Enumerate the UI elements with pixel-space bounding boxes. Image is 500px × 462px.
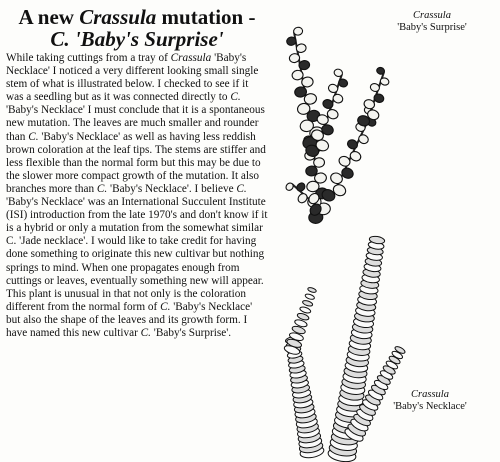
article-title bbox=[6, 6, 268, 50]
caption-top-cultivar: 'Baby's Surprise' bbox=[397, 22, 467, 33]
leaf bbox=[285, 182, 295, 192]
leaf bbox=[293, 27, 303, 36]
body-text-segment: 'Baby's Surprise'. bbox=[150, 326, 232, 339]
leaf bbox=[322, 98, 334, 109]
body-text-segment: Crassula bbox=[170, 52, 212, 64]
left-tip-stem-leaf-pair bbox=[299, 306, 311, 314]
body-text-segment: 'Baby's Necklace' but also the shape of the leaves and its growth form. I have named this new cultivar bbox=[6, 300, 253, 339]
leaf bbox=[346, 138, 359, 150]
body-text-segment: C. bbox=[28, 130, 39, 143]
body-text-segment: C. bbox=[96, 182, 108, 195]
body-text-segment: 'Baby's Necklace' as well as having less reddish brown coloration at the leaf tips. The stems are stiffer and less flexible than the normal form but this may be due to the slower more compact growth of the mutation. It also branches more than bbox=[6, 130, 266, 195]
left-tip-stem-leaf-pair bbox=[307, 287, 317, 294]
body-text-segment: 'Baby's Necklace' I noticed a very different looking small single stem of what is illustrated below. I checked to see if it was a seedling but as it was connected directly to bbox=[6, 52, 259, 104]
caption-babys-necklace bbox=[378, 389, 482, 413]
leaf bbox=[305, 166, 317, 177]
left-tip-stem-leaf-pair bbox=[302, 299, 313, 307]
body-text-segment: While taking cuttings from a tray of bbox=[6, 52, 171, 64]
leaf bbox=[327, 83, 338, 94]
title-line1-prefix: A new bbox=[18, 5, 80, 29]
body-text-segment: 'Baby's Necklace'. I believe bbox=[107, 182, 237, 195]
body-text-segment: C. bbox=[160, 300, 171, 313]
title-line1-genus: Crassula bbox=[79, 5, 157, 29]
leaf bbox=[332, 93, 344, 104]
article bbox=[6, 2, 268, 340]
body-text-segment: 'Baby's Necklace' I must conclude that it is a spontaneous new mutation. The leaves are much smaller and rounder than bbox=[6, 104, 265, 143]
caption-bottom-cultivar: 'Baby's Necklace' bbox=[393, 401, 467, 412]
title-line1-suffix: mutation - bbox=[156, 5, 256, 29]
body-text-segment: C. bbox=[236, 182, 247, 195]
caption-babys-surprise bbox=[386, 10, 478, 34]
leaf bbox=[296, 192, 309, 205]
title-line2: C. 'Baby's Surprise' bbox=[50, 27, 224, 51]
body-text-segment: C. bbox=[230, 91, 241, 104]
body-text-segment: C. bbox=[140, 326, 151, 339]
caption-top-genus: Crassula bbox=[413, 10, 451, 21]
leaf bbox=[349, 150, 363, 163]
leaf bbox=[357, 133, 369, 145]
leaf bbox=[369, 82, 380, 92]
left-tip-stem-leaf-pair bbox=[305, 293, 315, 300]
article-body bbox=[6, 52, 268, 340]
leaf bbox=[295, 181, 306, 192]
body-text-segment: 'Baby's Necklace' was an International Succulent Institute (ISI) introduction from the late 1970's and don't know if it is a hybrid or only a mutation from the somewhat similar C. 'Jade necklace'. I would like to take credit for having done something to originate this new cultivar but nothing springs to mind. When one propagates enough from cuttings or leaves, eventually something new will appear. This plant is unusual in that not only is the coloration different from the normal form of bbox=[6, 196, 268, 313]
leaf bbox=[337, 155, 351, 168]
caption-bottom-genus: Crassula bbox=[411, 389, 449, 400]
leaf bbox=[313, 157, 325, 167]
illustration-babys-necklace bbox=[272, 230, 500, 462]
illustration-babys-surprise bbox=[272, 2, 500, 224]
